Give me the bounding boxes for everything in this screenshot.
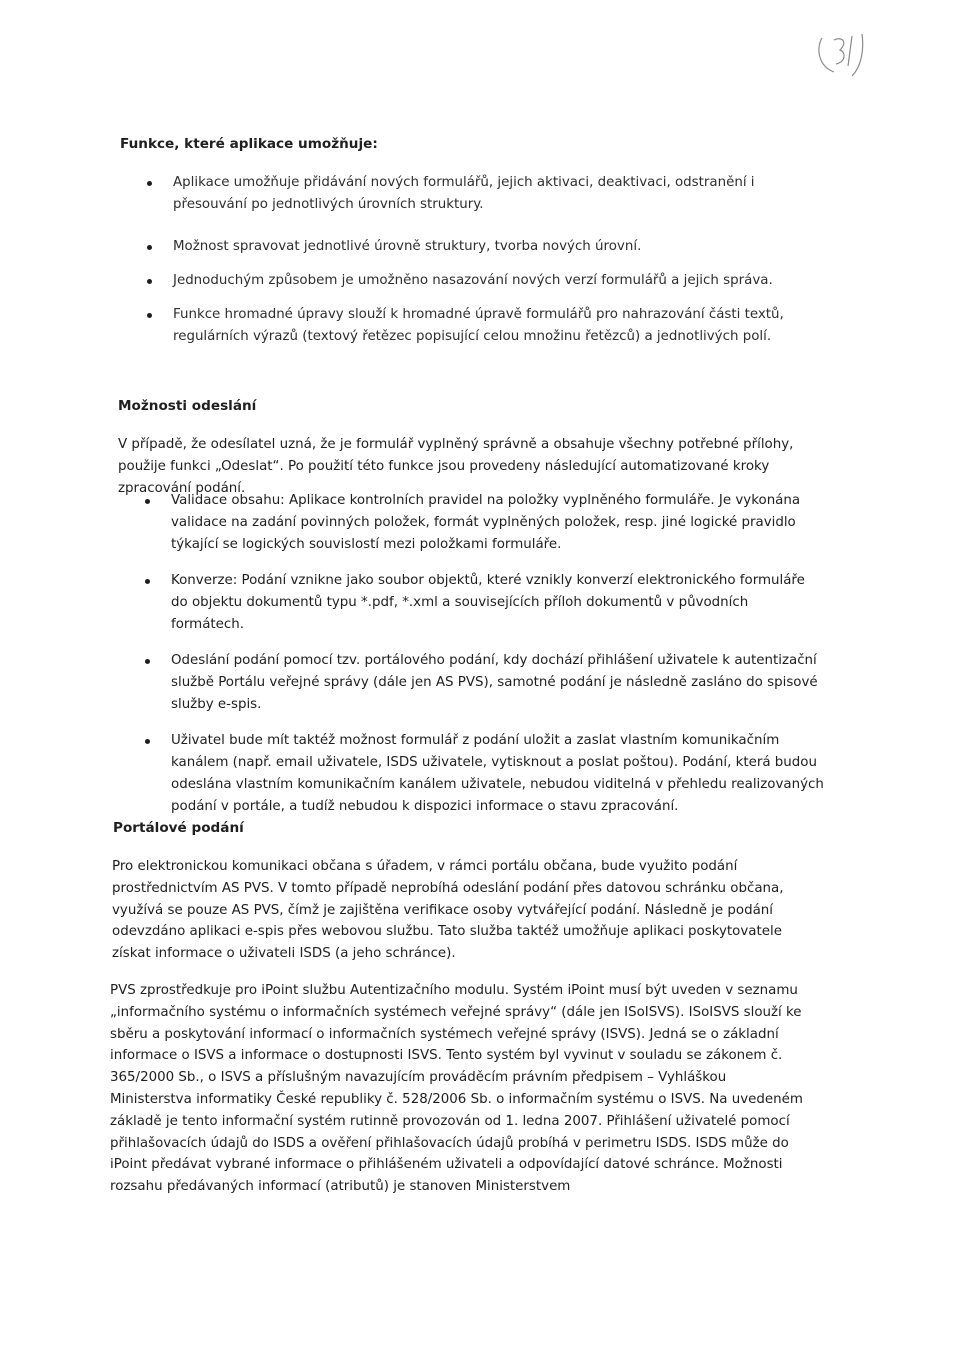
list-item: Validace obsahu: Aplikace kontrolních pravidel na položky vyplněného formuláře. Je vykonána validace na zadání povinných položek, formát vyplněných položek, resp. jiné logické pravidlo týkající se logických souvislostí mezi položkami formuláře. — [145, 490, 825, 556]
bullet-icon — [147, 313, 152, 318]
portal-paragraph-1: Pro elektronickou komunikaci občana s úřadem, v rámci portálu občana, bude využito podání prostřednictvím AS PVS. V tomto případě neprobíhá odeslání podání přes datovou schránku občana, využívá se pouze AS PVS, čímž je zajištěna verifikace osoby vytvářející podání. Následně je podání odevzdáno aplikaci e-spis přes webovou službu. Tato služba taktéž umožňuje aplikaci poskytovatele získat informace o uživateli ISDS (a jeho schránce). — [112, 859, 784, 962]
list-item: Aplikace umožňuje přidávání nových formulářů, jejich aktivaci, deaktivaci, odstranění i přesouvání po jednotlivých úrovních struktury. — [147, 172, 817, 216]
section-heading-portal-submission: Portálové podání — [113, 820, 244, 836]
list-item: Jednoduchým způsobem je umožněno nasazování nových verzí formulářů a jejich správa. — [147, 270, 817, 292]
portal-paragraph-2: PVS zprostředkuje pro iPoint službu Autentizačního modulu. Systém iPoint musí být uveden v seznamu „informačního systému o informačních systémech veřejné správy“ (dále jen ISoISVS). ISoISVS slouží ke sběru a poskytování informací o informačních systémech veřejné správy (ISVS). Jedná se o základní informace o ISVS a informace o dostupnosti ISVS. Tento systém byl vyvinut v souladu se zákonem č. 365/2000 Sb., o ISVS a příslušným navazujícím prováděcím právním předpisem – Vyhláškou Ministerstva informatiky České republiky č. 528/2006 Sb. o informačním systému o ISVS. Na uvedeném základě je tento informační systém rutinně provozován od 1. ledna 2007. Přihlášení uživatelé pomocí přihlašovacích údajů do ISDS a ověření přihlašovacích údajů probíhá v perimetru ISDS. ISDS může do iPoint předávat vybrané informace o přihlášeném uživateli a odpovídající datové schránce. Možnosti rozsahu předávaných informací (atributů) je stanoven Ministerstvem — [110, 983, 803, 1195]
bullet-icon — [147, 245, 152, 250]
sending-steps-list — [145, 490, 825, 818]
list-item: Odeslání podání pomocí tzv. portálového podání, kdy dochází přihlášení uživatele k autentizační službě Portálu veřejné správy (dále jen AS PVS), samotné podání je následně zasláno do spisové služby e-spis. — [145, 650, 825, 716]
list-item: Funkce hromadné úpravy slouží k hromadné úpravě formulářů pro nahrazování části textů, regulárních výrazů (textový řetězec popisující celou množinu řetězců) a jednotlivých polí. — [147, 304, 817, 348]
bullet-icon — [145, 579, 150, 584]
bullet-icon — [145, 659, 150, 664]
functions-list — [147, 172, 817, 348]
bullet-icon — [147, 279, 152, 284]
section-heading-functions: Funkce, které aplikace umožňuje: — [120, 136, 378, 152]
list-item: Možnost spravovat jednotlivé úrovně struktury, tvorba nových úrovní. — [147, 236, 817, 258]
handwritten-page-mark — [812, 26, 872, 80]
sending-intro-paragraph: V případě, že odesílatel uzná, že je formulář vyplněný správně a obsahuje všechny potřebné přílohy, použije funkci „Odeslat“. Po použití této funkce jsou provedeny následující automatizované kroky zpracování podání. — [118, 437, 794, 496]
bullet-icon — [145, 499, 150, 504]
bullet-icon — [145, 739, 150, 744]
section-heading-sending-options: Možnosti odeslání — [118, 398, 257, 414]
bullet-icon — [147, 181, 152, 186]
list-item: Uživatel bude mít taktéž možnost formulář z podání uložit a zaslat vlastním komunikačním kanálem (např. email uživatele, ISDS uživatele, vytisknout a poslat poštou). Podání, která budou odeslána vlastním komunikačním kanálem uživatele, nebudou viditelná v přehledu realizovaných podání v portále, a tudíž nebudou k dispozici informace o stavu zpracování. — [145, 730, 825, 818]
list-item: Konverze: Podání vznikne jako soubor objektů, které vznikly konverzí elektronického formuláře do objektu dokumentů typu *.pdf, *.xml a souvisejících příloh dokumentů v původních formátech. — [145, 570, 825, 636]
